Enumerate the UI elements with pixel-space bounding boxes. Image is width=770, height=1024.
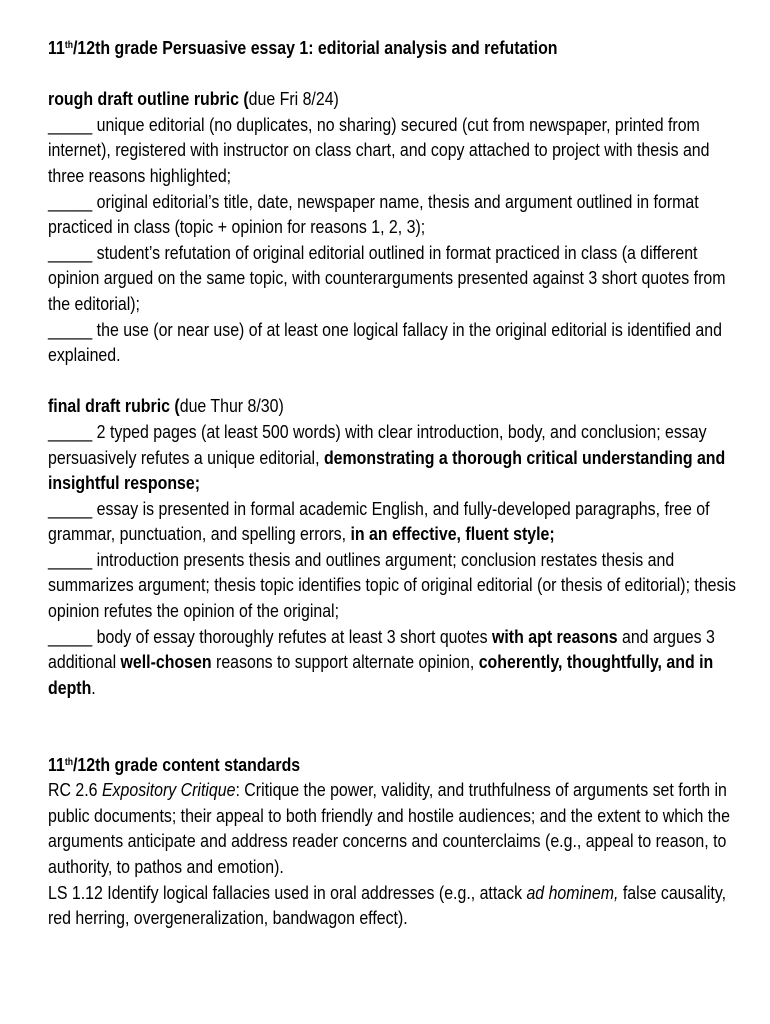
checkbox-blank: _____ — [48, 318, 93, 340]
checkbox-blank: _____ — [48, 548, 93, 570]
rough-draft-heading: rough draft outline rubric (due Fri 8/24) — [48, 88, 339, 110]
rubric-item: _____ the use (or near use) of at least one logical fallacy in the original editorial is identified and explained. — [48, 318, 722, 366]
page-title: 11th/12th grade Persuasive essay 1: editorial analysis and refutation — [48, 37, 558, 58]
spacer — [48, 61, 738, 87]
checkbox-blank: _____ — [48, 241, 93, 263]
standards-section — [48, 752, 738, 931]
checkbox-blank: _____ — [48, 113, 93, 135]
spacer — [48, 700, 738, 751]
rubric-item: _____ essay is presented in formal academic English, and fully-developed paragraphs, free of grammar, punctuation, and spelling errors, in an effective, fluent style; — [48, 497, 710, 545]
checkbox-blank: _____ — [48, 497, 93, 519]
rubric-item: _____ unique editorial (no duplicates, no sharing) secured (cut from newspaper, printed from internet), registered with instructor on class chart, and copy attached to project with thesis and three reasons highlighted; — [48, 113, 710, 186]
spacer — [48, 368, 738, 394]
final-draft-heading: final draft rubric (due Thur 8/30) — [48, 395, 284, 417]
checkbox-blank: _____ — [48, 190, 93, 212]
rubric-item: _____ introduction presents thesis and outlines argument; conclusion restates thesis and summarizes argument; thesis topic identifies topic of original editorial (or thesis of editorial); thesis opinion refutes the opinion of the original; — [48, 548, 736, 622]
standards-heading: 11th/12th grade content standards — [48, 753, 301, 775]
checkbox-blank: _____ — [48, 420, 93, 442]
standard-ls-1-12: LS 1.12 Identify logical fallacies used in oral addresses (e.g., attack ad hominem, false causality, red herring, overgeneralization, bandwagon effect). — [48, 881, 727, 929]
checkbox-blank: _____ — [48, 625, 93, 647]
rubric-item: _____ 2 typed pages (at least 500 words) with clear introduction, body, and conclusion; essay persuasively refutes a unique editorial, demonstrating a thorough critical understanding and insightful response; — [48, 420, 726, 494]
final-draft-section — [48, 393, 738, 700]
rubric-item: _____ student’s refutation of original editorial outlined in format practiced in class (a different opinion argued on the same topic, with counterarguments presented against 3 short quotes from the editorial); — [48, 241, 726, 314]
document-page — [48, 35, 738, 931]
rubric-item: _____ original editorial’s title, date, newspaper name, thesis and argument outlined in format practiced in class (topic + opinion for reasons 1, 2, 3); — [48, 190, 699, 238]
standard-rc-2-6: RC 2.6 Expository Critique: Critique the power, validity, and truthfulness of arguments set forth in public documents; their appeal to both friendly and hostile audiences; and the extent to which the arguments anticipate and address reader concerns and counterclaims (e.g., appeal to reason, to authority, to pathos and emotion). — [48, 779, 730, 877]
rubric-item: _____ body of essay thoroughly refutes at least 3 short quotes with apt reasons and argues 3 additional well-chosen reasons to support alternate opinion, coherently, thoughtfully, and in depth. — [48, 625, 715, 698]
rough-draft-section — [48, 86, 738, 368]
